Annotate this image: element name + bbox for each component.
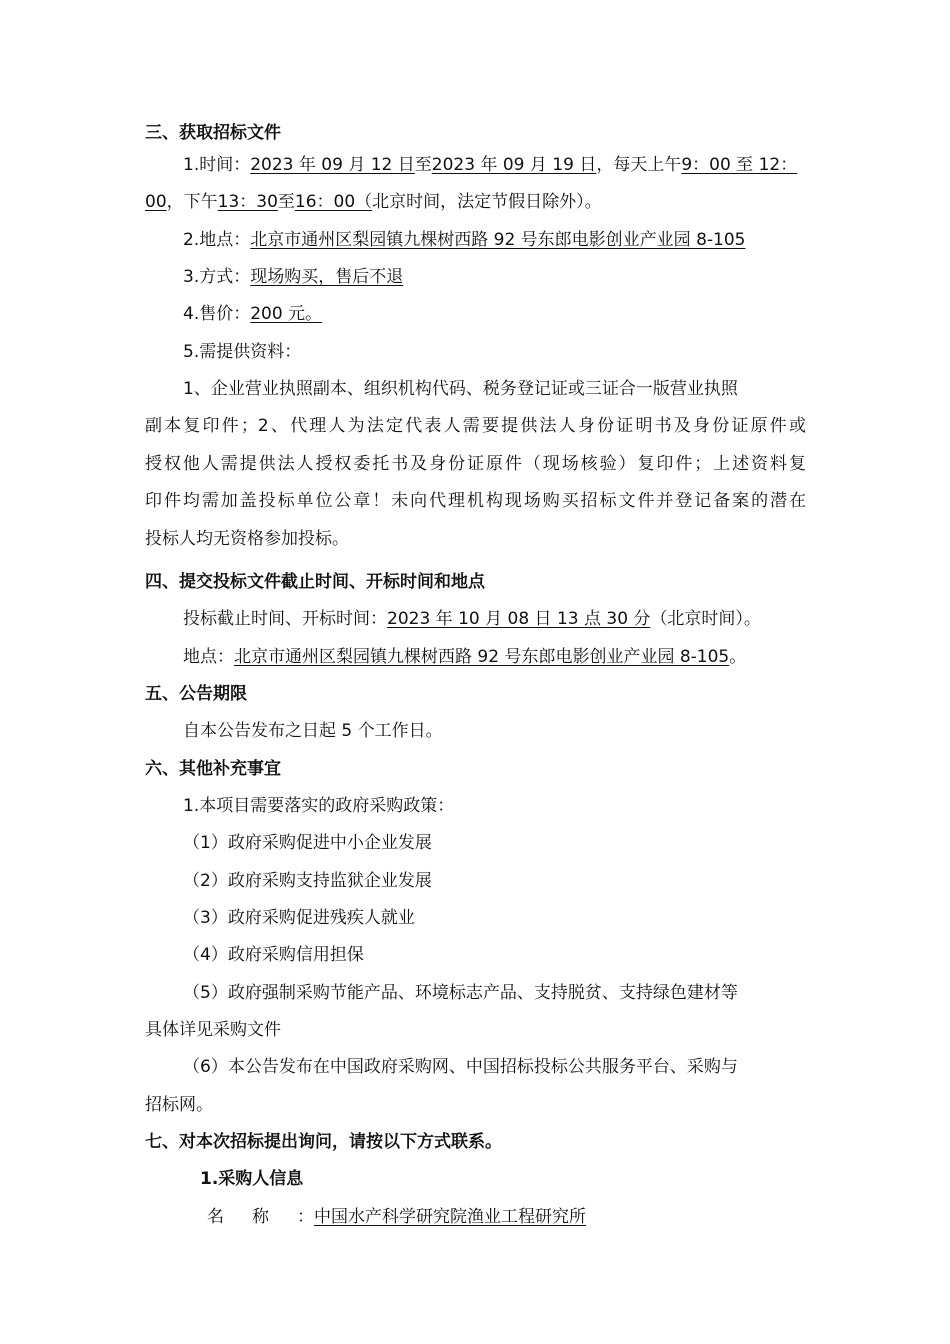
- policy-intro: 1.本项目需要落实的政府采购政策：: [183, 796, 455, 816]
- policy-item-2: （2）政府采购支持监狱企业发展: [183, 871, 432, 891]
- time-pm-start: 13：30: [217, 192, 278, 212]
- materials-line-3: 授权他人需提供法人授权委托书及身份证原件（现场核验）复印件；上述资料复: [145, 454, 806, 474]
- price-label: 4.售价：: [183, 304, 251, 324]
- materials-label: 5.需提供资料：: [183, 342, 302, 362]
- method-label: 3.方式：: [183, 267, 251, 287]
- method-value: 现场购买，售后不退: [250, 267, 404, 287]
- time-label: 1.时间：: [183, 155, 251, 175]
- bid-location-suffix: 。: [729, 647, 747, 667]
- price-line: [183, 302, 322, 326]
- materials-line-2: 副本复印件；2、代理人为法定代表人需要提供法人身份证明书及身份证原件或: [145, 416, 806, 436]
- section-5-heading: 五、公告期限: [145, 684, 247, 704]
- policy-item-5-line-1: （5）政府强制采购节能产品、环境标志产品、支持脱贫、支持绿色建材等: [183, 983, 738, 1003]
- time-pm-end: 16：00（: [294, 192, 373, 212]
- time-line-1: [183, 153, 797, 177]
- time-end-date: 2023 年 09 月 19 日: [431, 155, 597, 175]
- time-am-hours-end: 00: [145, 192, 167, 212]
- policy-item-1: （1）政府采购促进中小企业发展: [183, 833, 432, 853]
- location-label: 2.地点：: [183, 230, 251, 250]
- section-6-heading: 六、其他补充事宜: [145, 759, 281, 779]
- method-line: [183, 265, 403, 289]
- location-value: 北京市通州区梨园镇九棵树西路 92 号东郎电影创业产业园 8-105: [250, 230, 746, 250]
- time-pm-label: ，下午: [166, 192, 218, 212]
- time-start-date: 2023 年 09 月 12 日: [250, 155, 415, 175]
- deadline-label: 投标截止时间、开标时间：: [183, 609, 387, 629]
- time-daily: ，每天上午: [596, 155, 682, 175]
- bid-location-label: 地点：: [183, 647, 234, 667]
- notice-period-text: 自本公告发布之日起 5 个工作日。: [183, 721, 443, 741]
- time-to: 至: [414, 155, 432, 175]
- policy-item-6-line-1: （6）本公告发布在中国政府采购网、中国招标投标公共服务平台、采购与: [183, 1057, 738, 1077]
- purchaser-name-value: 中国水产科学研究院渔业工程研究所: [314, 1207, 586, 1227]
- time-note: 北京时间，法定节假日除外）。: [372, 192, 602, 212]
- policy-item-4: （4）政府采购信用担保: [183, 945, 364, 965]
- price-value: 200 元。: [250, 304, 323, 324]
- materials-line-4: 印件均需加盖投标单位公章！未向代理机构现场购买招标文件并登记备案的潜在: [145, 491, 806, 511]
- purchaser-name-line: [207, 1205, 586, 1229]
- deadline-value: 2023 年 10 月 08 日 13 点 30 分: [387, 609, 651, 629]
- policy-item-6-line-2: 招标网。: [145, 1095, 213, 1115]
- purchaser-info-heading: 1.采购人信息: [200, 1169, 304, 1189]
- time-line-2: [145, 190, 602, 214]
- deadline-suffix: （北京时间）。: [650, 609, 761, 629]
- section-3-heading: 三、获取招标文件: [145, 123, 281, 143]
- time-pm-to: 至: [277, 192, 295, 212]
- materials-line-5: 投标人均无资格参加投标。: [145, 529, 349, 549]
- bid-location-value: 北京市通州区梨园镇九棵树西路 92 号东郎电影创业产业园 8-105: [234, 647, 730, 667]
- purchaser-name-label: 名称：: [207, 1207, 342, 1227]
- policy-item-3: （3）政府采购促进残疾人就业: [183, 908, 415, 928]
- time-am-hours: 9：00 至 12：: [681, 155, 798, 175]
- section-7-heading: 七、对本次招标提出询问，请按以下方式联系。: [145, 1132, 502, 1152]
- materials-line-1: 1、企业营业执照副本、组织机构代码、税务登记证或三证合一版营业执照: [183, 379, 738, 399]
- location-line: [183, 228, 745, 252]
- deadline-line: [183, 607, 761, 631]
- section-4-heading: 四、提交投标文件截止时间、开标时间和地点: [145, 572, 485, 592]
- policy-item-5-line-2: 具体详见采购文件: [145, 1020, 281, 1040]
- bid-location-line: [183, 645, 746, 669]
